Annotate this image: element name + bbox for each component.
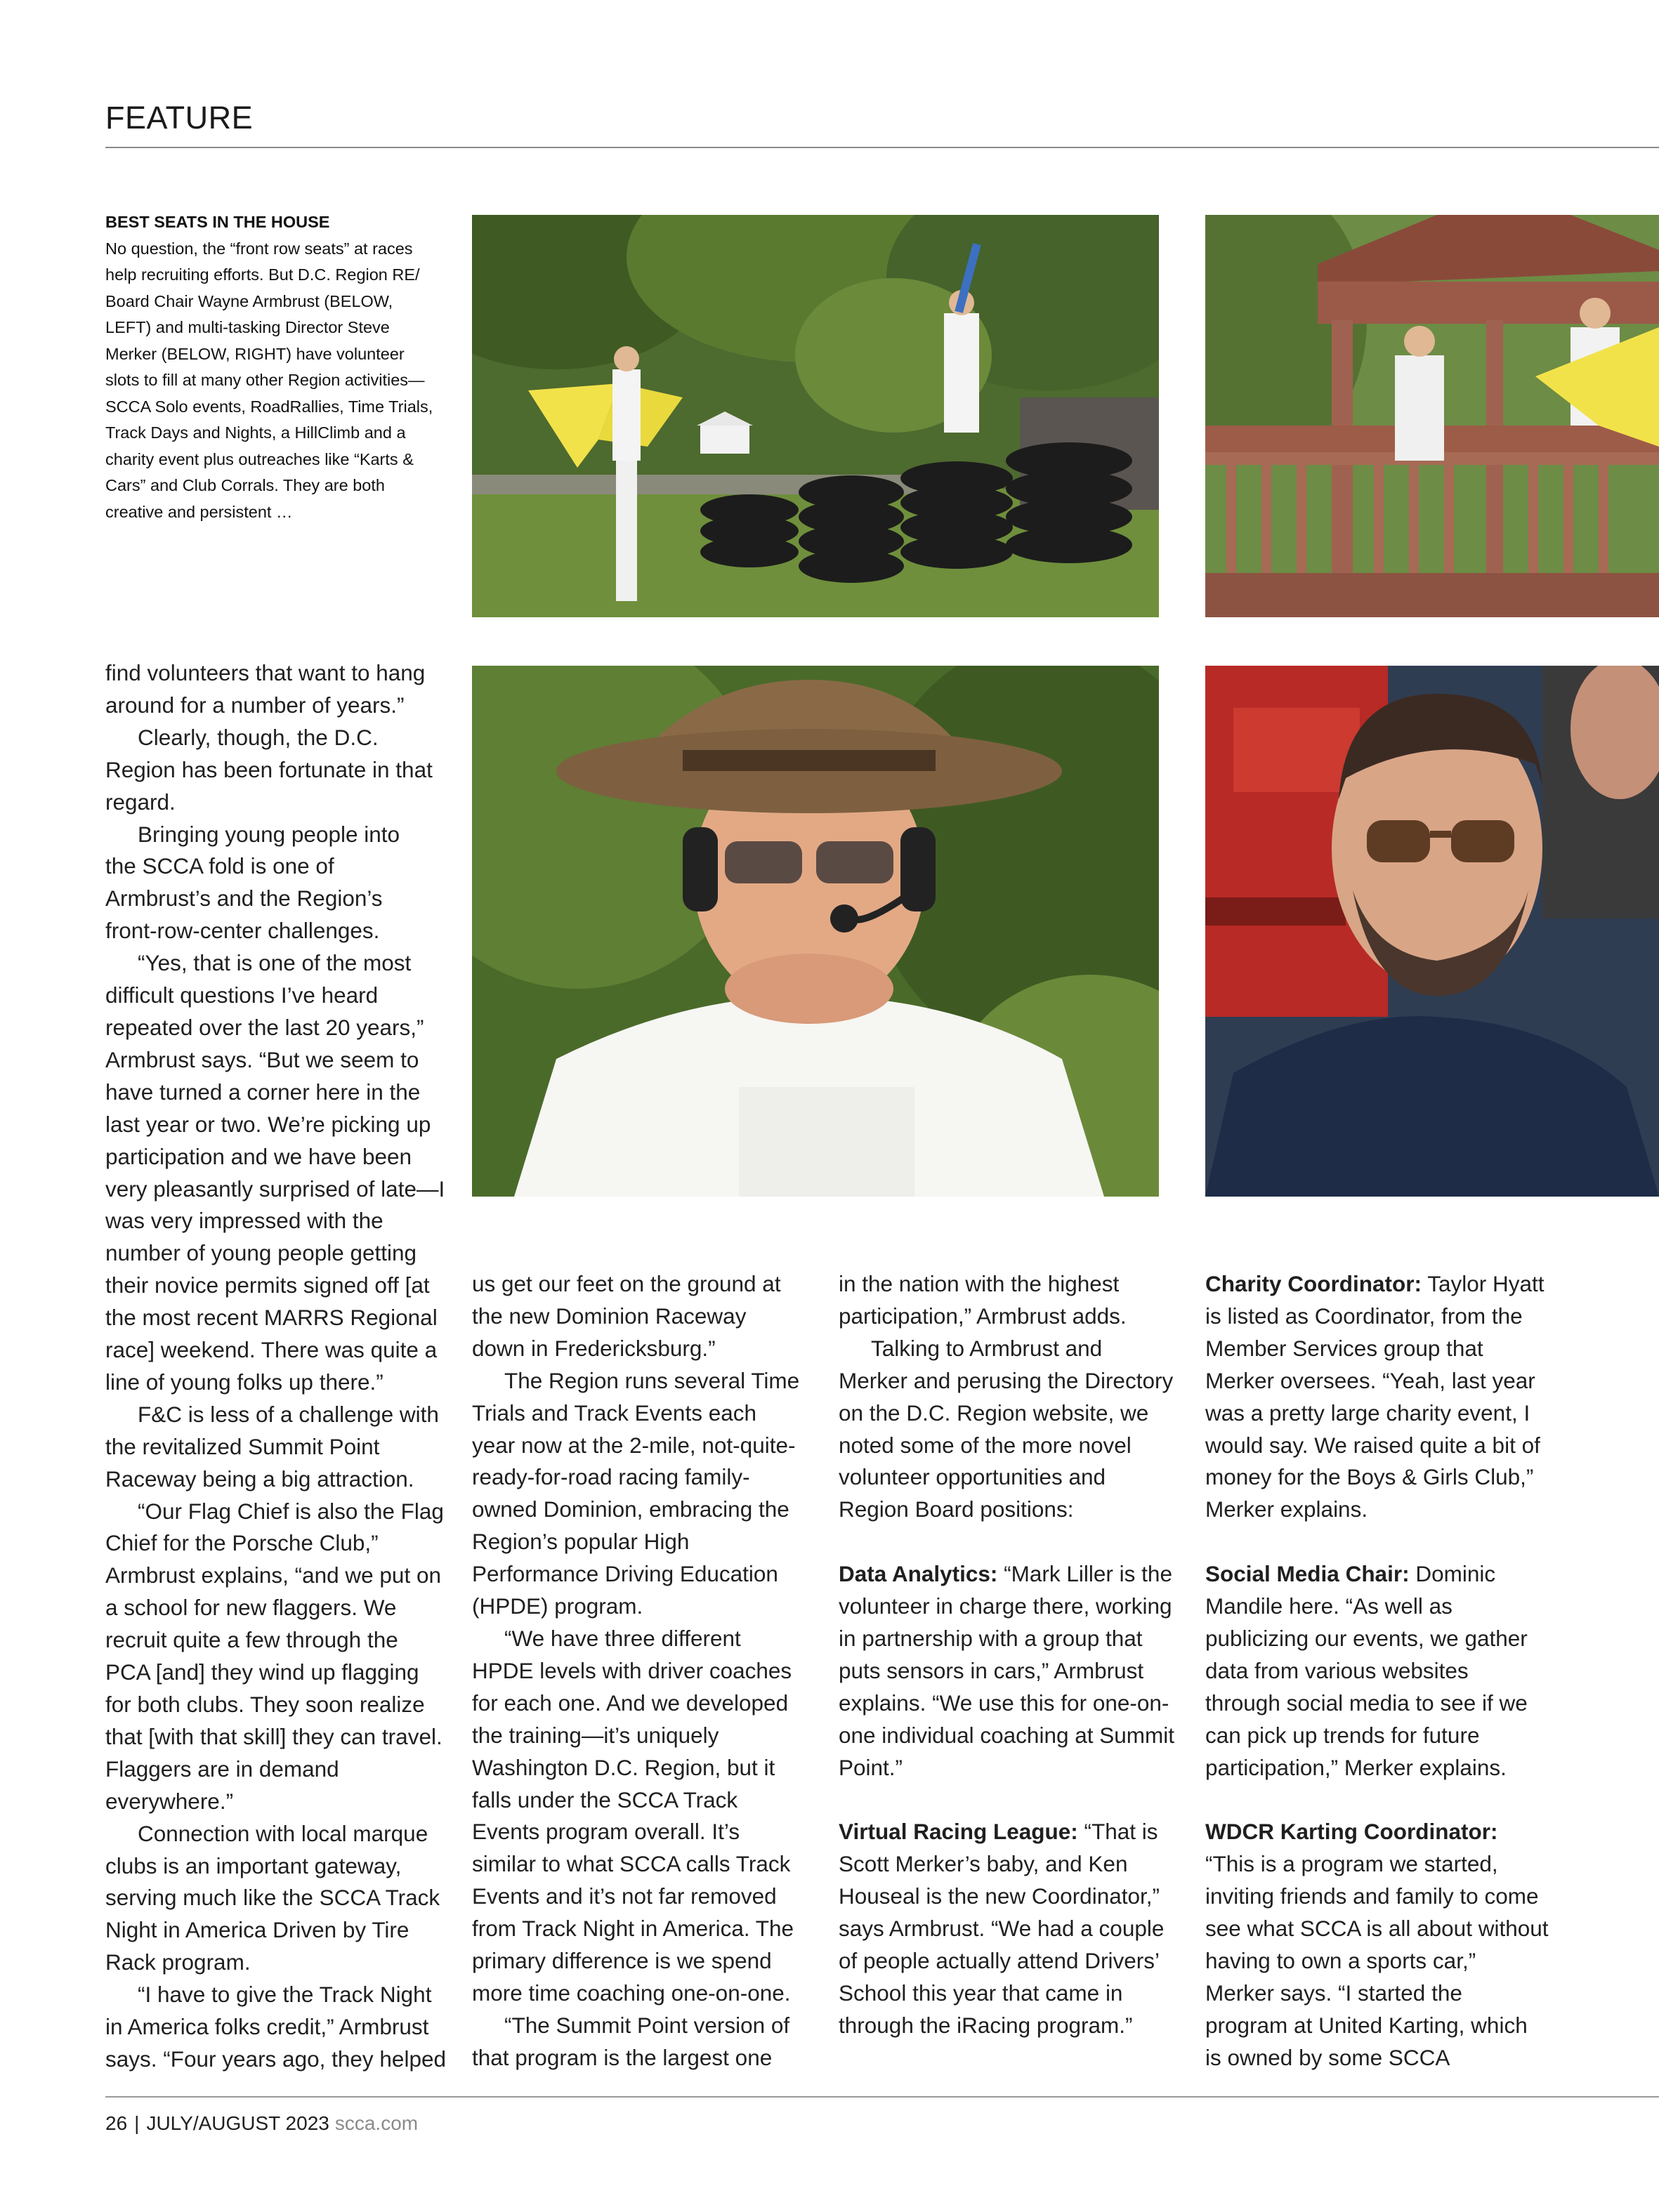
article-column-3 (839, 1268, 1176, 2042)
entry-text: Dominic Mandile here. “As well as publicizing our events, we gather data from various websites through social media to see if we can pick up trends for future participation,” Merker explains. (1205, 1561, 1528, 1780)
caption-head: BEST SEATS IN THE HOUSE (105, 213, 330, 231)
photo-caption (105, 209, 435, 525)
entry-label: Data Analytics: (839, 1561, 998, 1587)
photo-wayne-armbrust (472, 666, 1159, 1197)
paragraph: F&C is less of a challenge with the revitalized Summit Point Raceway being a big attraction. (105, 1401, 439, 1492)
paragraph: Connection with local marque clubs is an important gateway, serving much like the SCCA Track Night in America Driven by Tire Rack program. (105, 1820, 440, 1975)
paragraph: “We have three different HPDE levels with driver coaches for each one. And we developed the training—it’s uniquely Washington D.C. Region, but it falls under the SCCA Track Events program overall. It’s similar to what SCCA calls Track Events and it’s not far removed from Track Night in America. The primary difference is we spend more time coaching one-on-one. (472, 1625, 794, 2006)
page-number: 26 (105, 2112, 128, 2134)
social-media-entry (1205, 1558, 1549, 1784)
paragraph: in the nation with the highest participation,” Armbrust adds. (839, 1271, 1127, 1329)
paragraph: find volunteers that want to hang around for a number of years.” (105, 660, 426, 718)
paragraph: “Yes, that is one of the most difficult questions I’ve heard repeated over the last 20 years,” Armbrust says. “But we seem to have turned a corner here in the last year or two. We’re picking up participation and we have been very pleasantly surprised of late—I was very impressed with the number of young people getting their novice permits signed off [at the most recent MARRS Regional race] weekend. There was quite a line of young folks up there.” (105, 950, 445, 1395)
virtual-racing-entry (839, 1816, 1176, 2041)
caption-body: No question, the “front row seats” at races help recruiting efforts. But D.C. Region RE/ Board Chair Wayne Armbrust (BELOW, LEFT) and multi-tasking Director Steve Merker (BELOW, RIGHT) have volunteer slots to fill at many other Region activities—SCCA Solo events, RoadRallies, Time Trials, Track Days and Nights, a HillClimb and a charity event plus outreaches like “Karts & Cars” and Club Corrals. They are both creative and persistent … (105, 239, 433, 521)
paragraph: “I have to give the Track Night in America folks credit,” Armbrust says. “Four years ago, they helped (105, 1982, 447, 2072)
article-column-4 (1205, 1268, 1549, 2074)
footer-rule (105, 2096, 1659, 2098)
photo-steve-merker (1205, 666, 1659, 1197)
article-column-2 (472, 1268, 802, 2074)
issue-date: JULY/AUGUST 2023 (146, 2112, 329, 2134)
website-link[interactable]: scca.com (334, 2112, 419, 2134)
article-column-1 (105, 657, 446, 2076)
paragraph: The Region runs several Time Trials and Track Events each year now at the 2-mile, not-quite-ready-for-road racing family-owned Dominion, embracing the Region’s popular High Performance Driving Education (HPDE) program. (472, 1367, 800, 1619)
paragraph: Clearly, though, the D.C. Region has been fortunate in that regard. (105, 724, 433, 815)
entry-label: Charity Coordinator: (1205, 1271, 1422, 1296)
karting-coordinator-entry (1205, 1816, 1549, 2074)
entry-text: Taylor Hyatt is listed as Coordinator, from the Member Services group that Merker oversees. “Yeah, last year was a pretty large charity event, I would say. We raised quite a bit of money for the Boys & Girls Club,” Merker explains. (1205, 1271, 1545, 1522)
section-label: FEATURE (105, 100, 254, 136)
paragraph: “The Summit Point version of that program is the largest one (472, 2012, 790, 2070)
entry-label: WDCR Karting Coordinator: (1205, 1819, 1498, 1845)
paragraph: Bringing young people into the SCCA fold is one of Armbrust’s and the Region’s front-row-center challenges. (105, 821, 400, 944)
entry-text: “Mark Liller is the volunteer in charge there, working in partnership with a group that puts sensors in cars,” Armbrust explains. “We use this for one-on-one individual coaching at Summit Point.” (839, 1561, 1175, 1780)
data-analytics-entry (839, 1558, 1176, 1784)
footer-separator: | (134, 2112, 140, 2134)
paragraph: us get our feet on the ground at the new Dominion Raceway down in Fredericksburg.” (472, 1271, 781, 1361)
entry-text: “This is a program we started, inviting friends and family to come see what SCCA is all about without having to own a sports car,” Merker says. “I started the program at United Karting, which is owned by some SCCA (1205, 1851, 1549, 2070)
paragraph: “Our Flag Chief is also the Flag Chief for the Porsche Club,” Armbrust explains, “and we put on a school for new flaggers. We recruit quite a few through the PCA [and] they wind up flagging for both clubs. They soon realize that [with that skill] they can travel. Flaggers are in demand everywhere.” (105, 1498, 444, 1814)
page-footer (105, 2112, 418, 2135)
charity-coordinator-entry (1205, 1268, 1549, 1526)
entry-label: Social Media Chair: (1205, 1561, 1410, 1587)
photo-gazebo-flag-station (1205, 215, 1659, 617)
entry-label: Virtual Racing League: (839, 1819, 1078, 1845)
entry-text: “That is Scott Merker’s baby, and Ken Houseal is the new Coordinator,” says Armbrust. “We had a couple of people actually attend Drivers’ School this year that came in through the iRacing program.” (839, 1819, 1165, 2038)
photo-flaggers-tire-wall (472, 215, 1159, 617)
header-rule (105, 147, 1659, 148)
paragraph: Talking to Armbrust and Merker and perusing the Directory on the D.C. Region website, we noted some of the more novel volunteer opportunities and Region Board positions: (839, 1335, 1174, 1522)
